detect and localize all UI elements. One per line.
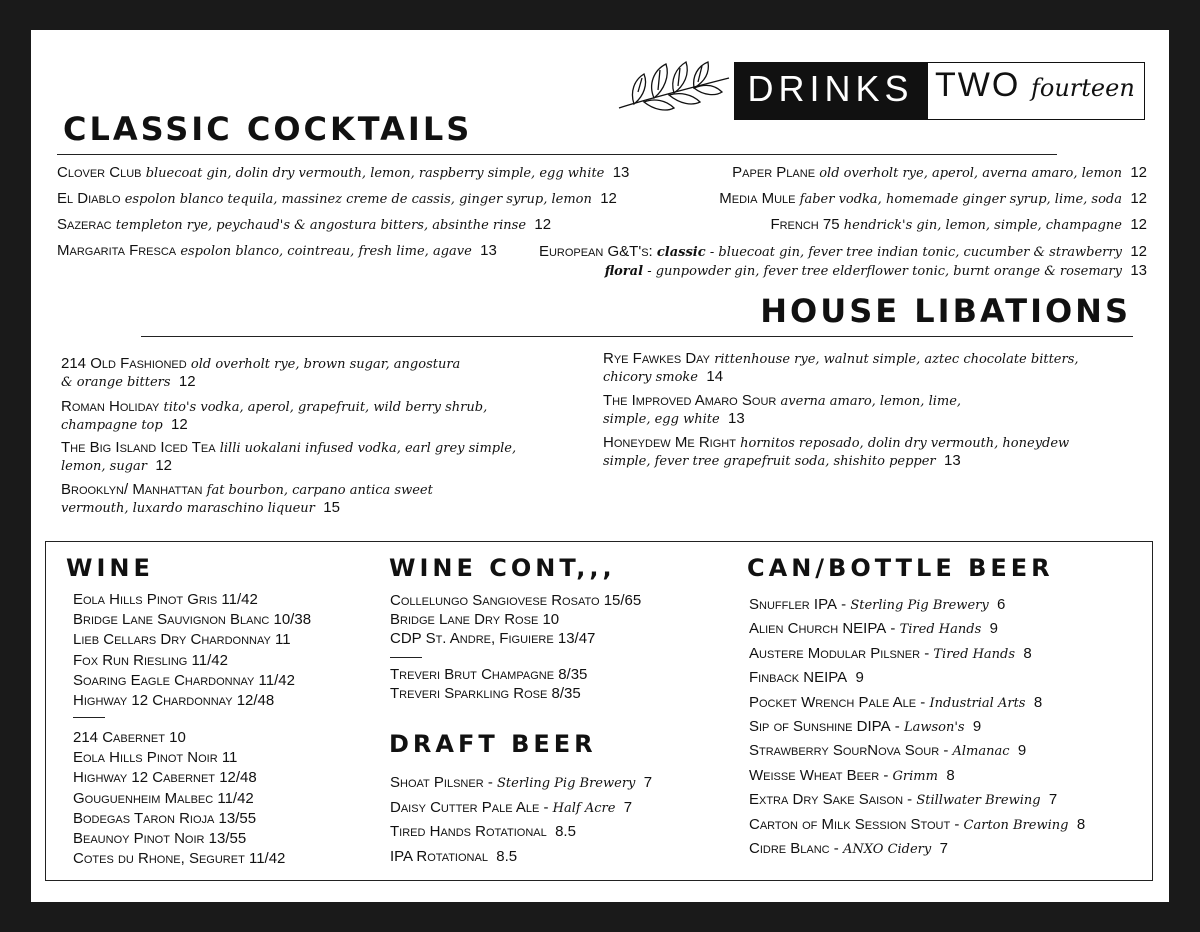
beer-price: 7 — [623, 798, 633, 816]
beer-price: 6 — [997, 596, 1006, 613]
libation-price: 12 — [155, 457, 173, 474]
beer-name: Snuffler IPA — [749, 596, 837, 613]
list-item: Beaunoy Pinot Noir 13/55 — [73, 830, 247, 847]
cocktail-desc: bluecoat gin, dolin dry vermouth, lemon, raspberry simple, egg white — [145, 166, 605, 181]
libation-item-cont — [603, 410, 745, 427]
libation-desc: chicory smoke — [603, 370, 699, 385]
beer-name: Finback NEIPA — [749, 669, 848, 687]
cocktail-name: Margarita Fresca — [57, 242, 177, 259]
beer-item: Weisse Wheat Beer - Grimm 8 — [749, 766, 955, 784]
gt-floral-price: 13 — [1130, 262, 1147, 279]
logo-drinks-text: DRINKS — [747, 68, 914, 109]
beer-item: Austere Modular Pilsner - Tired Hands 8 — [749, 644, 1032, 662]
libation-desc: old overholt rye, brown sugar, angostura — [190, 357, 461, 372]
list-item: Bodegas Taron Rioja 13/55 — [73, 809, 257, 827]
list-item: Bridge Lane Sauvignon Blanc 10/38 — [73, 611, 312, 629]
beer-item — [749, 669, 864, 686]
gt-floral-label: floral — [604, 264, 644, 279]
beer-brewery: Stillwater Brewing — [916, 793, 1041, 809]
cocktail-desc: hendrick's gin, lemon, simple, champagne — [843, 218, 1122, 233]
beer-item: Daisy Cutter Pale Ale - Half Acre 7 — [390, 798, 633, 816]
libation-desc: champagne top — [61, 418, 163, 433]
libation-item — [603, 434, 1069, 451]
beer-name: Cidre Blanc — [749, 840, 830, 857]
list-item: Eola Hills Pinot Gris 11/42 — [73, 591, 258, 608]
beer-price: 8 — [1076, 815, 1086, 833]
list-item: Treveri Sparkling Rose 8/35 — [390, 685, 581, 703]
libation-desc: & orange bitters — [61, 375, 171, 390]
beer-item: Alien Church NEIPA - Tired Hands 9 — [749, 620, 998, 638]
beer-name: Alien Church NEIPA — [749, 620, 887, 638]
beer-name: Weisse Wheat Beer — [749, 766, 880, 784]
list-item: Eola Hills Pinot Noir 11 — [73, 749, 238, 767]
beer-name: Sip of Sunshine DIPA — [749, 718, 891, 735]
wine-title: WINE — [66, 554, 154, 582]
beer-price: 9 — [855, 669, 864, 687]
beer-price: 9 — [972, 718, 982, 735]
classic-rule — [57, 154, 1057, 155]
beer-price: 9 — [1017, 742, 1027, 760]
gt-classic-desc: - bluecoat gin, fever tree indian tonic, cucumber & strawberry — [709, 245, 1122, 260]
libation-item-cont — [61, 416, 188, 433]
list-item: Cotes du Rhone, Seguret 11/42 — [73, 850, 286, 868]
list-item: Collelungo Sangiovese Rosato 15/65 — [390, 592, 642, 609]
libation-price: 13 — [944, 452, 961, 469]
cocktail-item — [57, 164, 629, 181]
cocktail-item — [57, 216, 551, 233]
cocktail-desc: espolon blanco tequila, massinez creme de cassis, ginger syrup, lemon — [124, 192, 592, 207]
beer-item: Snuffler IPA - Sterling Pig Brewery 6 — [749, 596, 1006, 613]
cocktail-price: 12 — [1130, 216, 1147, 233]
beer-price: 8.5 — [555, 823, 576, 840]
beer-item — [390, 823, 576, 840]
cocktail-name: Sazerac — [57, 216, 112, 233]
beer-price: 8.5 — [496, 847, 518, 865]
libation-price: 12 — [171, 416, 188, 433]
beer-price: 8 — [1033, 693, 1043, 711]
libation-price: 14 — [706, 368, 724, 385]
beer-item — [390, 848, 517, 865]
cocktail-name: Media Mule — [719, 190, 796, 207]
beer-brewery: Sterling Pig Brewery — [497, 776, 636, 791]
libation-price: 13 — [727, 410, 745, 427]
cocktail-price: 13 — [480, 242, 497, 259]
beer-brewery: Sterling Pig Brewery — [850, 598, 989, 613]
beer-name: Shoat Pilsner — [390, 774, 484, 791]
libation-desc: fat bourbon, carpano antica sweet — [206, 483, 433, 498]
beer-brewery: Almanac — [952, 744, 1010, 760]
logo-fourteen-text: fourteen — [1031, 74, 1135, 102]
beer-price: 8 — [1023, 644, 1032, 662]
beer-brewery: Tired Hands — [899, 622, 982, 638]
cocktail-item — [57, 190, 617, 207]
logo-two-text: TWO — [935, 66, 1021, 104]
libation-price: 12 — [178, 373, 196, 390]
cocktail-price: 13 — [612, 164, 630, 181]
libation-item-cont — [61, 373, 196, 390]
draft-beer-title: DRAFT BEER — [389, 730, 597, 758]
cocktail-item — [732, 164, 1147, 181]
cocktail-desc: faber vodka, homemade ginger syrup, lime, soda — [799, 192, 1122, 207]
list-divider — [73, 717, 105, 718]
gt-classic-label: classic — [656, 245, 706, 260]
house-rule — [141, 336, 1133, 337]
libation-desc: simple, fever tree grapefruit soda, shishito pepper — [603, 454, 936, 469]
libation-desc: tito's vodka, aperol, grapefruit, wild berry shrub, — [163, 400, 488, 415]
cocktail-item — [719, 190, 1147, 207]
beer-item: Shoat Pilsner - Sterling Pig Brewery 7 — [390, 774, 653, 791]
beer-brewery: Industrial Arts — [929, 695, 1026, 711]
cocktail-name: El Diablo — [57, 190, 121, 207]
gt-classic-price: 12 — [1130, 243, 1147, 260]
libation-name: 214 Old Fashioned — [61, 355, 187, 372]
beer-name: Daisy Cutter Pale Ale — [390, 798, 540, 816]
beer-name: Austere Modular Pilsner — [749, 644, 921, 662]
beer-price: 7 — [1048, 791, 1058, 809]
beer-item: Strawberry SourNova Sour - Almanac 9 — [749, 742, 1027, 760]
beer-price: 7 — [939, 840, 948, 857]
libation-desc: simple, egg white — [603, 412, 720, 427]
gt-floral-line — [605, 262, 1147, 279]
libation-desc: lemon, sugar — [61, 459, 147, 474]
cocktail-name: Paper Plane — [732, 164, 816, 181]
libation-desc: rittenhouse rye, walnut simple, aztec chocolate bitters, — [714, 352, 1079, 367]
list-item: Gouguenheim Malbec 11/42 — [73, 789, 254, 807]
beer-price: 8 — [946, 766, 955, 784]
cocktail-price: 12 — [600, 190, 617, 207]
libation-item-cont — [603, 452, 961, 469]
beer-price: 7 — [643, 774, 653, 791]
libation-item — [61, 355, 460, 372]
cocktail-item — [770, 216, 1147, 233]
house-libations-title: HOUSE LIBATIONS — [760, 292, 1131, 330]
beer-name: Carton of Milk Session Stout — [749, 815, 951, 833]
cocktail-price: 12 — [534, 216, 552, 233]
libation-desc: lilli uokalani infused vodka, earl grey simple, — [219, 441, 517, 456]
libation-name: Roman Holiday — [61, 398, 160, 415]
beer-brewery: Carton Brewing — [963, 817, 1069, 833]
beer-item: Carton of Milk Session Stout - Carton Brewing 8 — [749, 815, 1086, 833]
cocktail-name: French 75 — [770, 216, 840, 233]
list-item: Bridge Lane Dry Rose 10 — [390, 611, 560, 629]
libation-item — [603, 350, 1079, 367]
cocktail-price: 12 — [1130, 190, 1147, 207]
gt-floral-desc: - gunpowder gin, fever tree elderflower tonic, burnt orange & rosemary — [647, 264, 1122, 279]
list-divider — [390, 657, 422, 658]
beer-brewery: ANXO Cidery — [842, 842, 932, 857]
beer-brewery: Lawson's — [903, 720, 965, 735]
beer-name: Extra Dry Sake Saison — [749, 791, 904, 809]
beer-price: 9 — [989, 620, 998, 638]
libation-item — [61, 398, 487, 415]
cocktail-price: 12 — [1130, 164, 1147, 181]
list-item: Highway 12 Chardonnay 12/48 — [73, 692, 275, 709]
libation-name: Brooklyn/ Manhattan — [61, 481, 203, 498]
gt-name: European G&T's: — [538, 243, 653, 260]
cocktail-desc: templeton rye, peychaud's & angostura bitters, absinthe rinse — [115, 218, 527, 233]
beer-name: Pocket Wrench Pale Ale — [749, 693, 917, 711]
beer-item: Extra Dry Sake Saison - Stillwater Brewing 7 — [749, 791, 1058, 809]
beer-name: Tired Hands Rotational — [390, 823, 547, 840]
libation-item-cont — [61, 457, 172, 474]
beer-name: Strawberry SourNova Sour — [749, 742, 940, 760]
cocktail-name: Clover Club — [57, 164, 142, 181]
libation-name: The Improved Amaro Sour — [603, 392, 777, 409]
beer-item: Sip of Sunshine DIPA - Lawson's 9 — [749, 718, 982, 735]
can-bottle-title: CAN/BOTTLE BEER — [747, 554, 1054, 582]
beer-brewery: Tired Hands — [933, 646, 1016, 662]
leaf-branch-icon — [614, 50, 734, 120]
beer-item: Cidre Blanc - ANXO Cidery 7 — [749, 840, 948, 857]
libation-name: Honeydew Me Right — [603, 434, 736, 451]
libation-desc: hornitos reposado, dolin dry vermouth, honeydew — [740, 436, 1070, 451]
beer-name: IPA Rotational — [390, 847, 488, 865]
cocktail-item — [57, 242, 497, 259]
list-item: Treveri Brut Champagne 8/35 — [390, 666, 588, 683]
beer-brewery: Grimm — [892, 768, 938, 784]
libation-desc: vermouth, luxardo maraschino liqueur — [61, 501, 315, 516]
libation-price: 15 — [323, 499, 340, 516]
libation-desc: averna amaro, lemon, lime, — [780, 394, 962, 409]
libation-item — [61, 481, 433, 498]
libation-item-cont — [603, 368, 723, 385]
beer-item: Pocket Wrench Pale Ale - Industrial Arts 8 — [749, 693, 1043, 711]
classic-cocktails-title: CLASSIC COCKTAILS — [63, 110, 473, 148]
list-item: Highway 12 Cabernet 12/48 — [73, 769, 257, 787]
list-item: CDP St. Andre, Figuiere 13/47 — [390, 630, 596, 648]
cocktail-desc: old overholt rye, aperol, averna amaro, lemon — [819, 166, 1122, 181]
libation-item — [603, 392, 961, 409]
list-item: Lieb Cellars Dry Chardonnay 11 — [73, 631, 291, 649]
list-item: Fox Run Riesling 11/42 — [73, 651, 228, 669]
list-item: Soaring Eagle Chardonnay 11/42 — [73, 671, 295, 689]
libation-name: Rye Fawkes Day — [603, 350, 711, 367]
menu-sheet — [31, 30, 1169, 902]
list-item: 214 Cabernet 10 — [73, 729, 186, 746]
beer-brewery: Half Acre — [552, 800, 616, 816]
gt-classic-line — [539, 243, 1147, 260]
libation-name: The Big Island Iced Tea — [61, 439, 216, 456]
wine-cont-title: WINE CONT,,, — [389, 554, 616, 582]
libation-item — [61, 439, 516, 456]
libation-item-cont — [61, 499, 340, 516]
cocktail-desc: espolon blanco, cointreau, fresh lime, agave — [180, 244, 472, 259]
